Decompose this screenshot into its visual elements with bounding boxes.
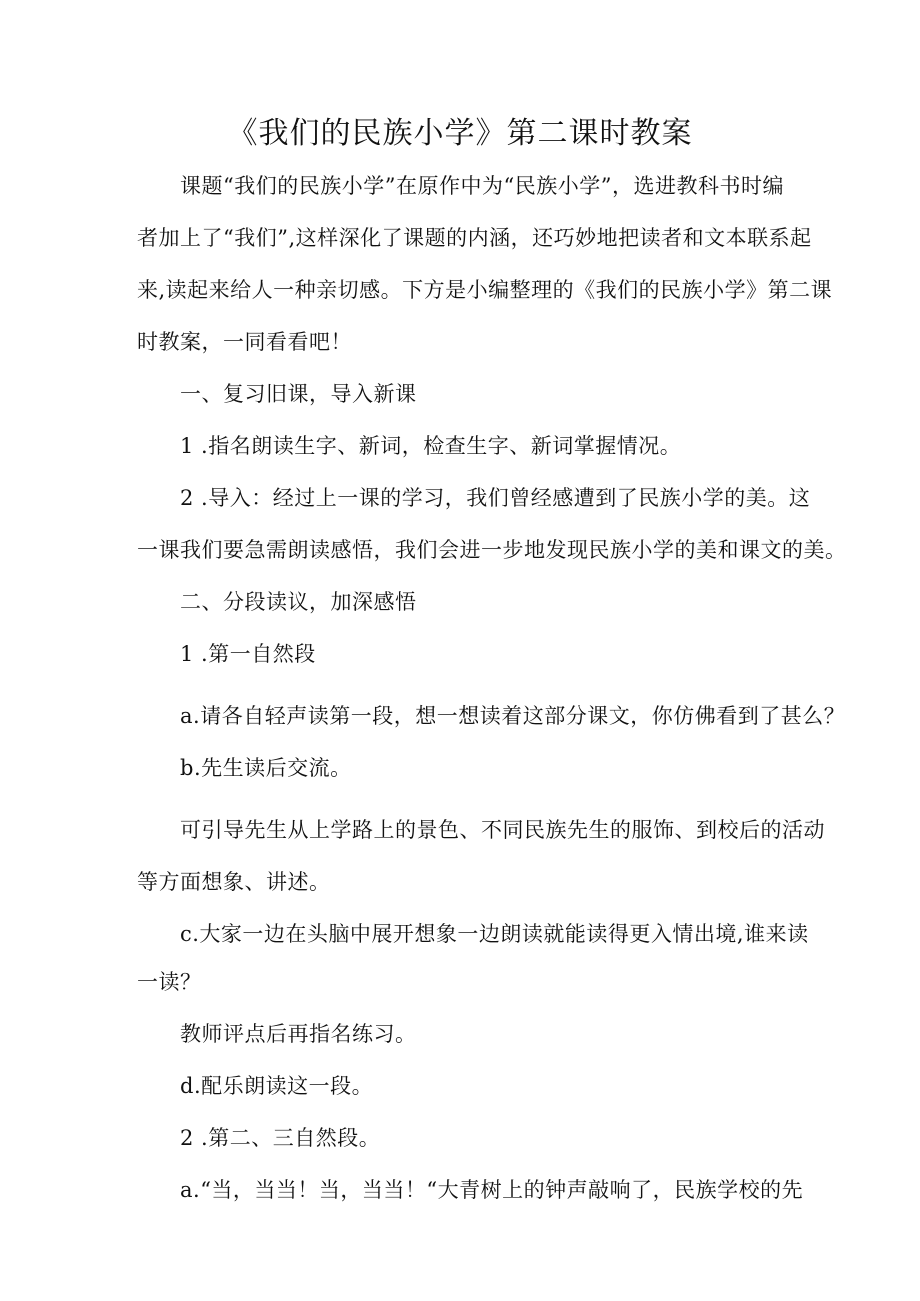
- paragraph-line: 一读？: [137, 970, 202, 994]
- paragraph-line: 者加上了“我们”,这样深化了课题的内涵，还巧妙地把读者和文本联系起: [137, 226, 812, 250]
- paragraph-line: 时教案，一同看看吧！: [137, 330, 352, 354]
- sub-item: a.“当，当当！当，当当！“大青树上的钟声敲响了，民族学校的先: [180, 1178, 804, 1202]
- list-item: 2 .导入：经过上一课的学习，我们曾经感遭到了民族小学的美。这: [180, 486, 811, 510]
- sub-item: c.大家一边在头脑中展开想象一边朗读就能读得更入情出境,谁来读: [180, 922, 809, 946]
- list-item: 1 .指名朗读生字、新词，检查生字、新词掌握情况。: [180, 434, 682, 458]
- paragraph-line: 一课我们要急需朗读感悟，我们会进一步地发现民族小学的美和课文的美。: [137, 538, 847, 562]
- section-heading: 二、分段读议，加深感悟: [180, 590, 417, 614]
- paragraph-line: 可引导先生从上学路上的景色、不同民族先生的服饰、到校后的活动: [180, 818, 825, 842]
- document-title: 《我们的民族小学》第二课时教案: [227, 116, 693, 151]
- sub-item: a.请各自轻声读第一段，想一想读着这部分课文，你仿佛看到了甚么？: [180, 704, 846, 728]
- sub-item: d.配乐朗读这一段。: [180, 1074, 374, 1098]
- section-heading: 一、复习旧课，导入新课: [180, 382, 417, 406]
- list-item: 1 .第一自然段: [180, 642, 316, 666]
- paragraph-line: 等方面想象、讲述。: [137, 870, 331, 894]
- sub-item: b.先生读后交流。: [180, 756, 352, 780]
- paragraph-line: 课题“我们的民族小学”在原作中为“民族小学”，选进教科书时编: [180, 174, 784, 198]
- paragraph-line: 来,读起来给人一种亲切感。下方是小编整理的《我们的民族小学》第二课: [137, 278, 833, 302]
- paragraph-line: 教师评点后再指名练习。: [180, 1022, 417, 1046]
- list-item: 2 .第二、三自然段。: [180, 1126, 381, 1150]
